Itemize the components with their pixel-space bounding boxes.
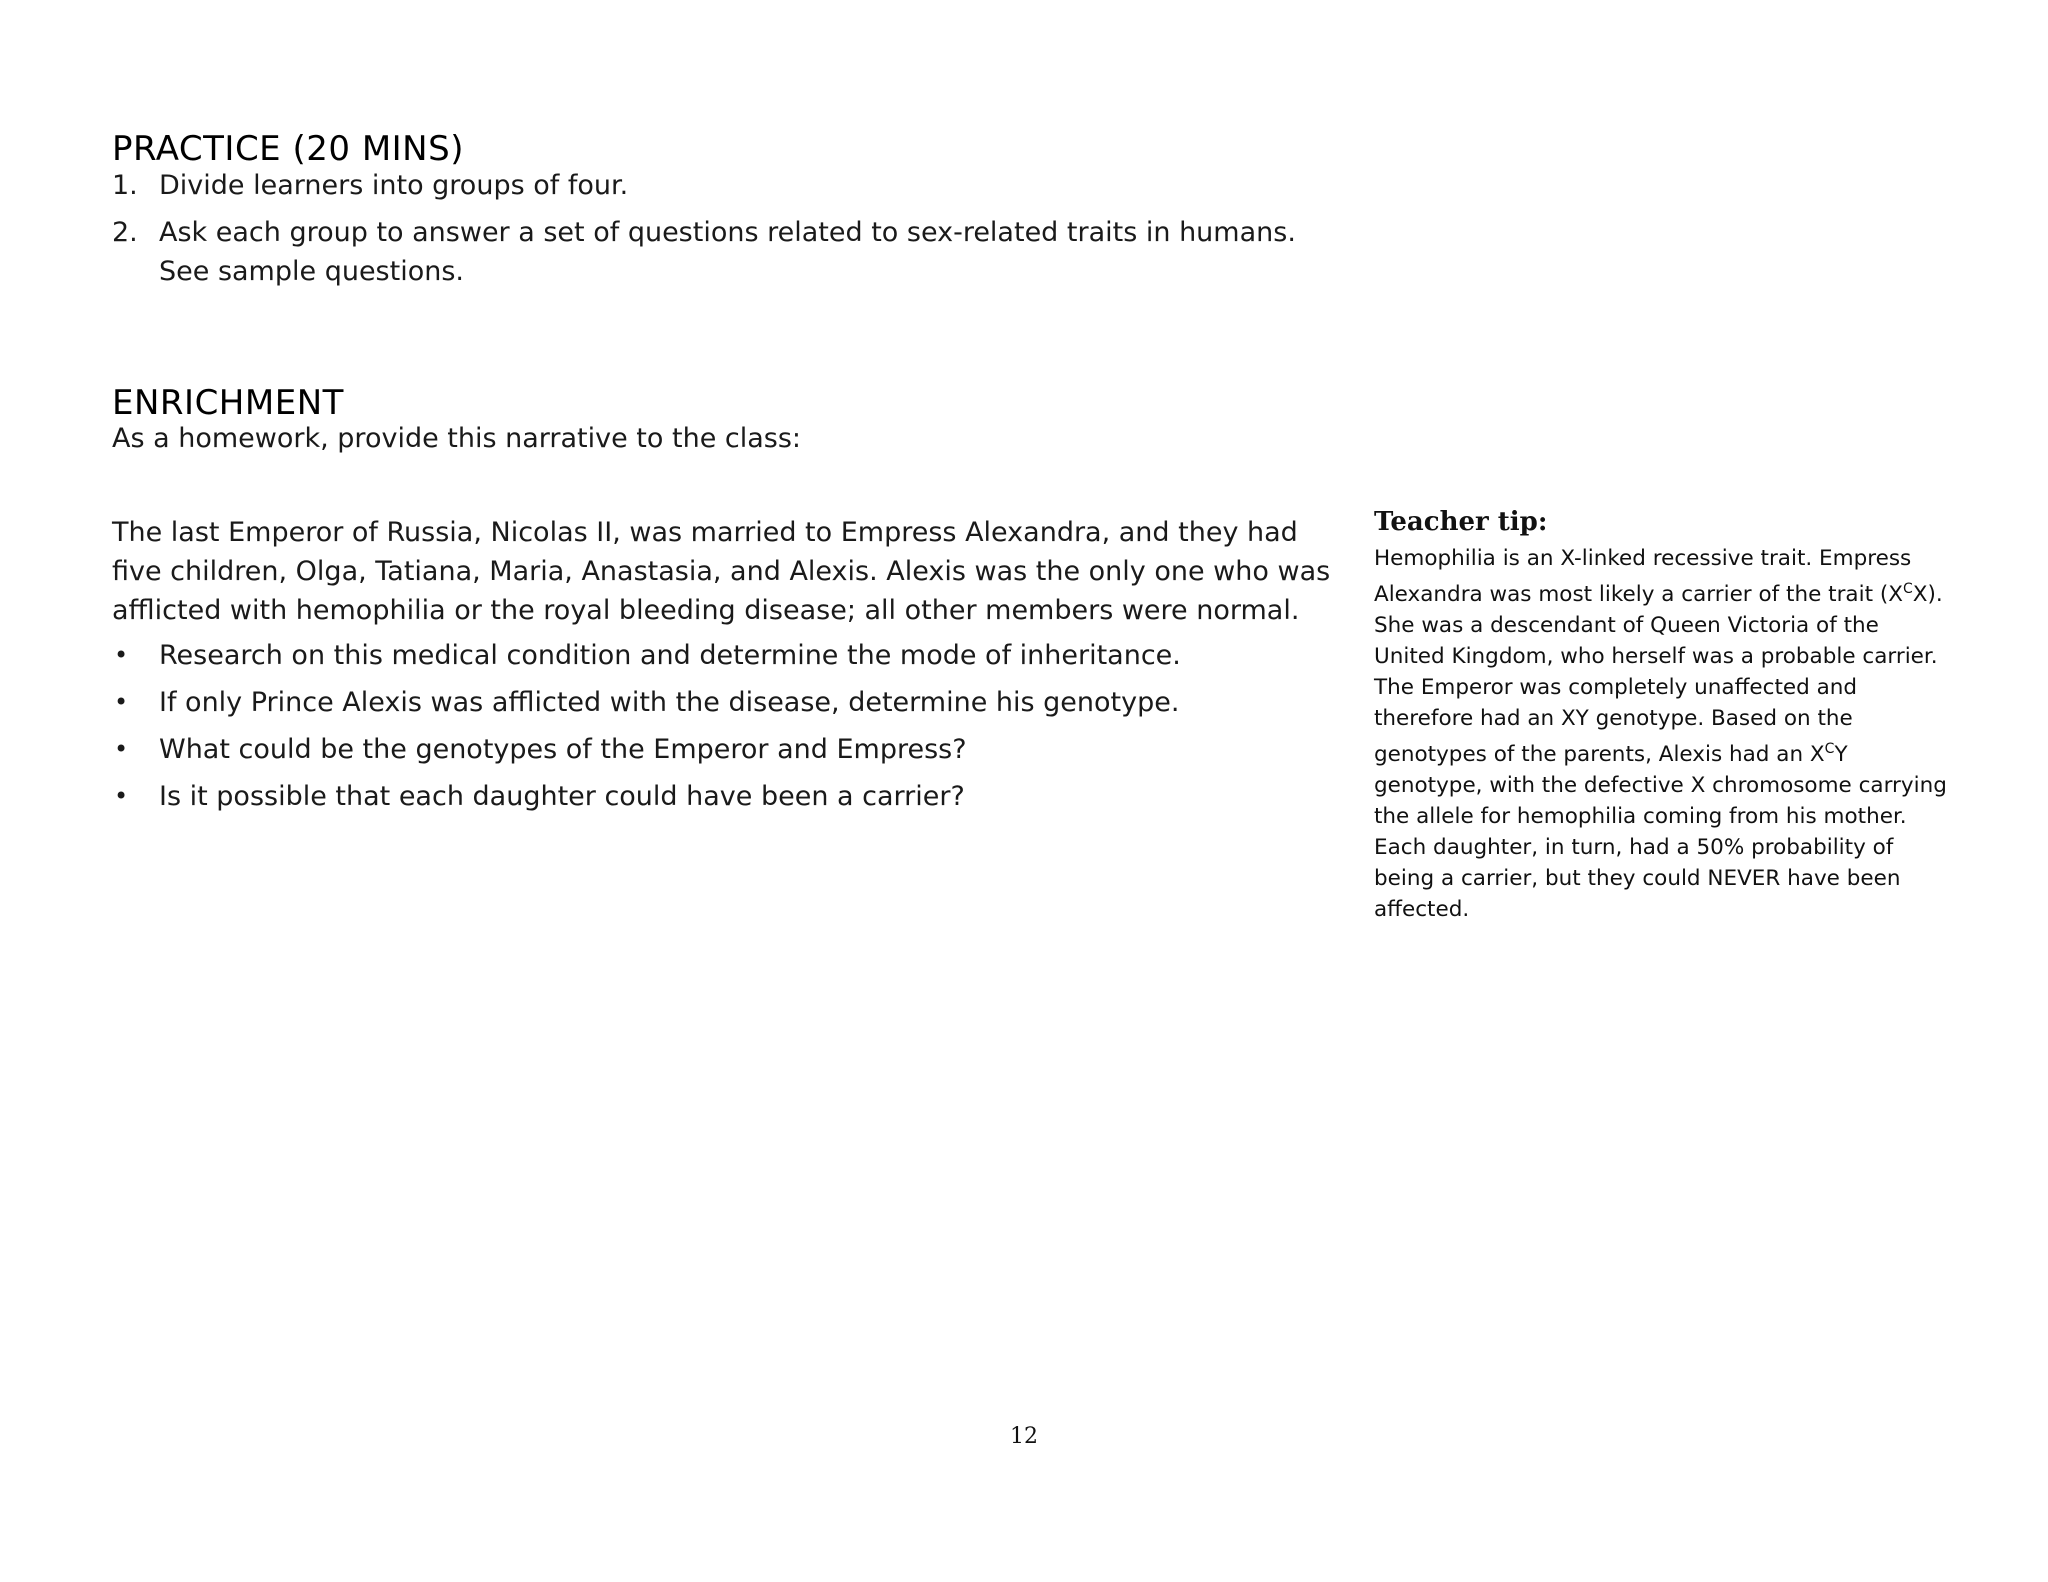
superscript-c: C — [1824, 741, 1835, 758]
bullet-icon: • — [114, 641, 129, 669]
list-item-text: What could be the genotypes of the Emperor and Empress? — [159, 734, 967, 765]
teacher-tip-text-part: Y genotype, with the defective X chromosome carrying the allele for hemophilia coming from his mother. Each daughter, in turn, had a 50% probability of being a carrier, but they could NEVER have been affected. — [1374, 742, 1947, 923]
list-item-text: Ask each group to answer a set of questions related to sex-related traits in humans. See sample questions. — [159, 217, 1296, 287]
bullet-icon: • — [114, 782, 129, 810]
list-item — [112, 777, 1332, 816]
teacher-tip-text-part: X). She was a descendant of Queen Victoria of the United Kingdom, who herself was a probable carrier. The Emperor was completely unaffected and therefore had an XY genotype. Based on the genotypes of the parents, Alexis had an X — [1374, 582, 1943, 768]
list-item-text: Divide learners into groups of four. — [159, 170, 629, 201]
list-item — [112, 166, 1332, 205]
teacher-tip-text-part: Hemophilia is an X-linked recessive trait. Empress Alexandra was most likely a carrier of the trait (X — [1374, 546, 1912, 608]
list-number: 1. — [112, 170, 138, 201]
superscript-c: C — [1902, 581, 1913, 597]
teacher-tip-title: Teacher tip: — [1374, 507, 1548, 537]
enrichment-narrative: The last Emperor of Russia, Nicolas II, was married to Empress Alexandra, and they had five children, Olga, Tatiana, Maria, Anastasia, and Alexis. Alexis was the only one who was afflicted with hemophilia or the royal bleeding disease; all other members were normal. — [112, 517, 1331, 626]
teacher-tip-text — [1374, 543, 1954, 925]
list-number: 2. — [112, 217, 138, 248]
list-item-text: Research on this medical condition and determine the mode of inheritance. — [159, 640, 1181, 671]
enrichment-questions-list — [112, 636, 1332, 824]
practice-steps-list — [112, 166, 1332, 299]
list-item — [112, 213, 1332, 291]
enrichment-heading: ENRICHMENT — [112, 383, 344, 423]
teacher-tip-box — [1374, 505, 1954, 925]
enrichment-intro: As a homework, provide this narrative to the class: — [112, 423, 802, 454]
list-item-text: Is it possible that each daughter could have been a carrier? — [159, 781, 965, 812]
practice-heading: PRACTICE (20 MINS) — [112, 129, 464, 169]
bullet-icon: • — [114, 735, 129, 763]
page-number: 12 — [1010, 1424, 1038, 1449]
bullet-icon: • — [114, 688, 129, 716]
list-item — [112, 683, 1332, 722]
list-item-text: If only Prince Alexis was afflicted with the disease, determine his genotype. — [159, 687, 1180, 718]
list-item — [112, 636, 1332, 675]
list-item — [112, 730, 1332, 769]
